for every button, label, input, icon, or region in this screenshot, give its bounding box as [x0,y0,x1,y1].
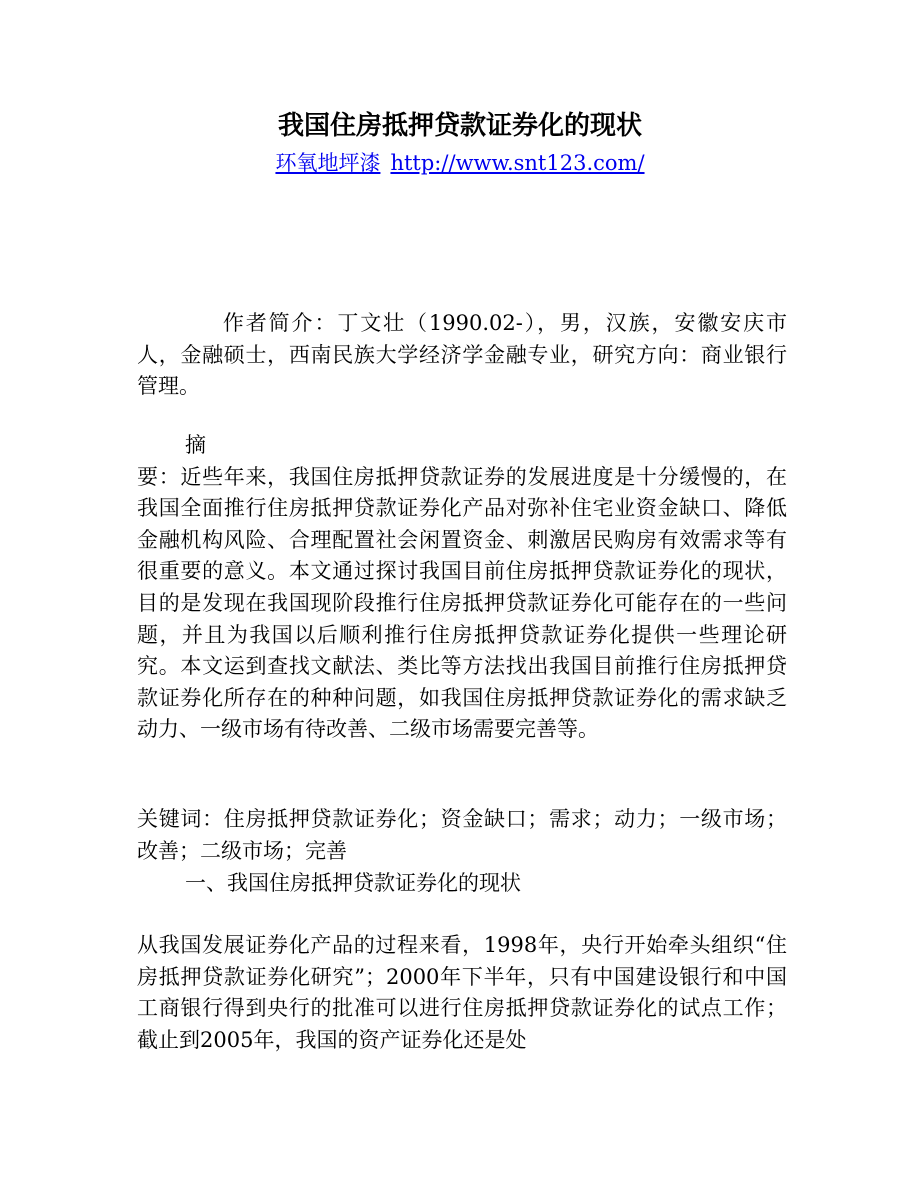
source-site-link[interactable]: 环氧地坪漆 [275,151,381,175]
abstract-label: 摘 [185,433,206,457]
abstract-text: 要：近些年来，我国住房抵押贷款证券的发展进度是十分缓慢的，在我国全面推行住房抵押贷款证券化产品对弥补住宅业资金缺口、降低金融机构风险、合理配置社会闲置资金、刺激居民购房有效需求等有很重要的意义。本文通过探讨我国目前住房抵押贷款证券化的现状，目的是发现在我国现阶段推行住房抵押贷款证券化可能存在的一些问题，并且为我国以后顺利推行住房抵押贷款证券化提供一些理论研究。本文运到查找文献法、类比等方法找出我国目前推行住房抵押贷款证券化所存在的种种问题，如我国住房抵押贷款证券化的需求缺乏动力、一级市场有待改善、二级市场需要完善等。 [137,464,787,742]
body-paragraph: 从我国发展证券化产品的过程来看，1998年，央行开始牵头组织“住房抵押贷款证券化研究”；2000年下半年，只有中国建设银行和中国工商银行得到央行的批准可以进行住房抵押贷款证券化的试点工作；截止到2005年，我国的资产证券化还是处 [137,933,787,1052]
author-intro-paragraph [137,308,787,403]
source-url-link[interactable]: http://www.snt123.com/ [390,151,645,175]
author-intro-text: 作者简介：丁文壮（1990.02-），男，汉族，安徽安庆市人，金融硕士，西南民族大学经济学金融专业，研究方向：商业银行管理。 [137,311,787,399]
section-heading [137,868,787,900]
abstract-paragraph [137,430,787,746]
source-line [0,148,920,178]
abstract-label-line [137,430,787,462]
section-heading-text: 一、我国住房抵押贷款证券化的现状 [185,871,521,895]
keywords-paragraph: 关键词：住房抵押贷款证券化；资金缺口；需求；动力；一级市场；改善；二级市场；完善 [137,807,787,863]
document-title: 我国住房抵押贷款证券化的现状 [277,111,642,141]
